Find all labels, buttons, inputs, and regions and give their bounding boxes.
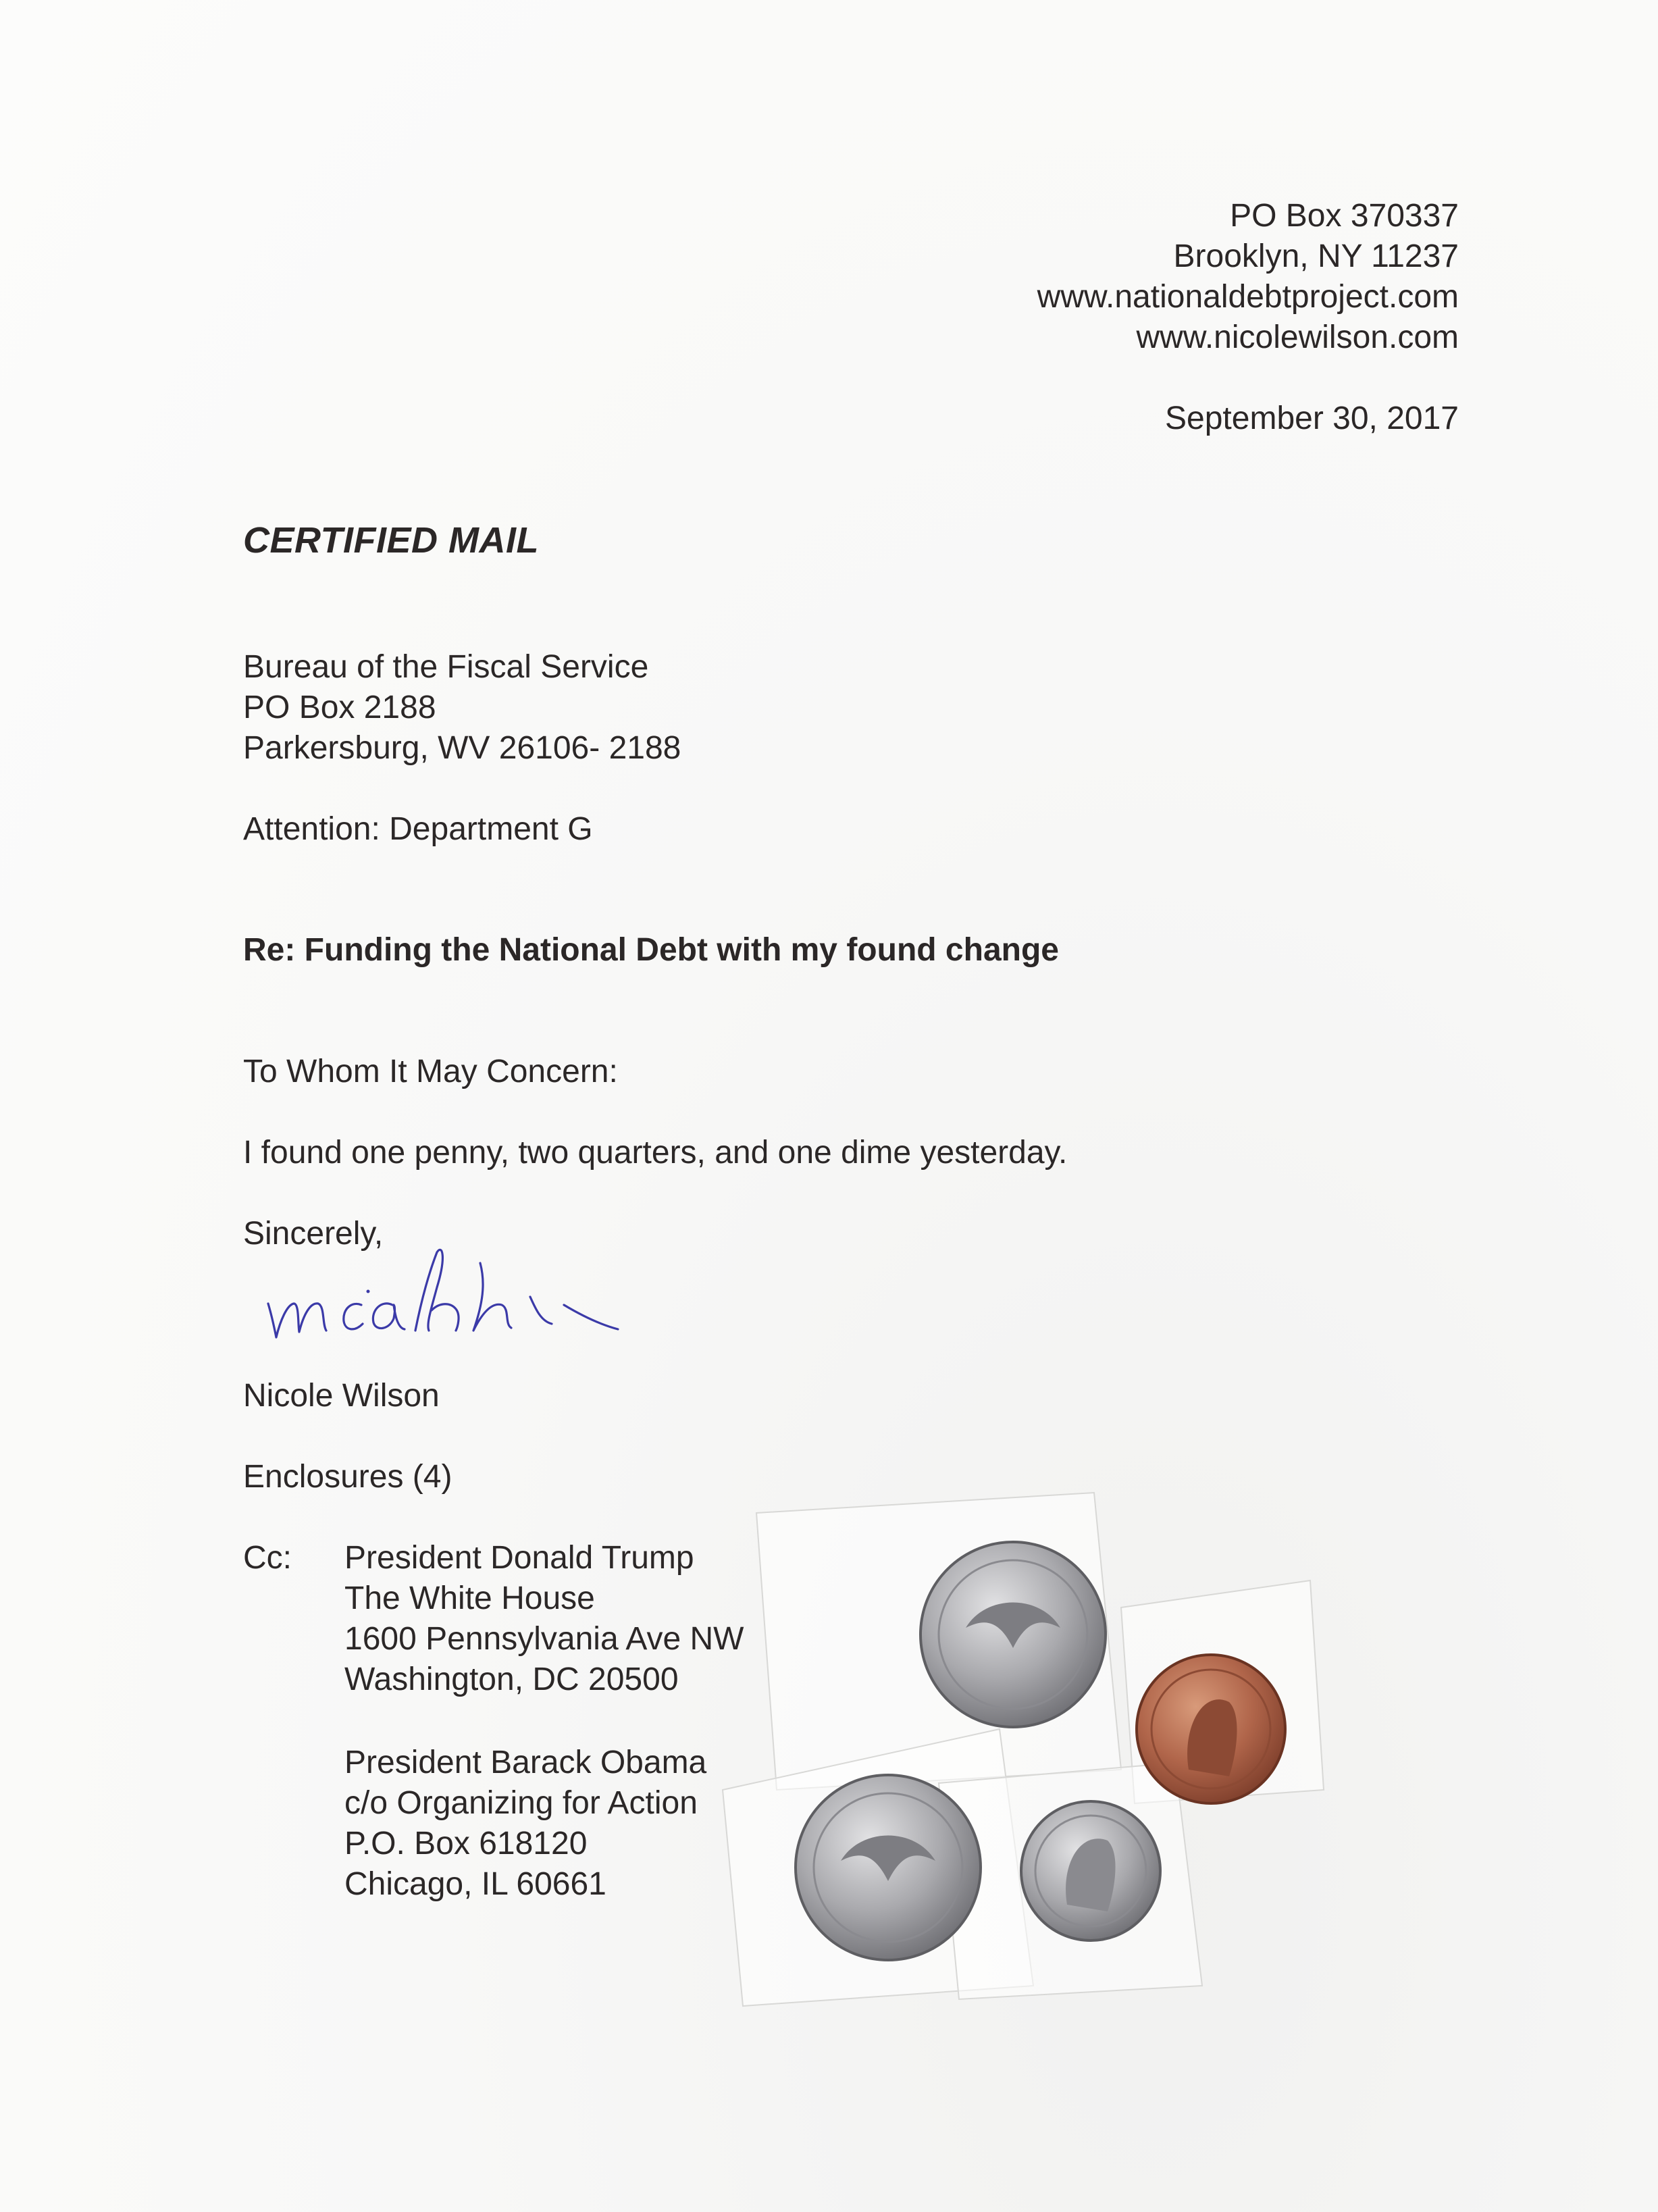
enclosures-note: Enclosures (4) [243,1459,452,1495]
recipient-address-line1: PO Box 2188 [243,690,436,725]
sender-address [1037,196,1459,358]
quarter-coin [921,1542,1106,1727]
recipient-name: Bureau of the Fiscal Service [243,649,649,685]
cc-recipient-1-name: President Donald Trump [344,1540,694,1576]
taped-coins [716,1472,1337,2013]
cc-recipient-2-line2: P.O. Box 618120 [344,1826,588,1861]
cc-recipient-1 [344,1538,744,1700]
cc-recipient-1-line3: Washington, DC 20500 [344,1662,679,1697]
attention-line: Attention: Department G [243,811,593,847]
cc-recipient-2-line3: Chicago, IL 60661 [344,1866,606,1902]
handwritten-signature [260,1229,638,1358]
closing: Sincerely, [243,1216,384,1252]
cc-recipient-2-name: President Barack Obama [344,1745,707,1780]
subject-line: Re: Funding the National Debt with my found change [243,932,1059,968]
penny-coin [1137,1655,1285,1803]
salutation: To Whom It May Concern: [243,1054,618,1089]
quarter-coin [796,1775,981,1960]
cc-recipient-2-line1: c/o Organizing for Action [344,1785,698,1821]
sender-website-1: www.nationaldebtproject.com [1037,279,1459,315]
recipient-address-line2: Parkersburg, WV 26106- 2188 [243,730,681,766]
cc-label: Cc: [243,1540,292,1576]
cc-recipient-1-line2: 1600 Pennsylvania Ave NW [344,1621,744,1657]
sender-address-line1: PO Box 370337 [1230,198,1459,234]
sender-address-line2: Brooklyn, NY 11237 [1173,238,1459,274]
dime-coin [1021,1801,1160,1940]
letter-date: September 30, 2017 [1165,401,1459,436]
delivery-method: CERTIFIED MAIL [243,520,539,561]
recipient-address [243,647,681,769]
cc-recipient-2 [344,1743,706,1905]
letter-body: I found one penny, two quarters, and one dime yesterday. [243,1135,1068,1171]
cc-recipient-1-line1: The White House [344,1580,595,1616]
sender-website-2: www.nicolewilson.com [1136,319,1459,355]
signer-name: Nicole Wilson [243,1378,440,1414]
